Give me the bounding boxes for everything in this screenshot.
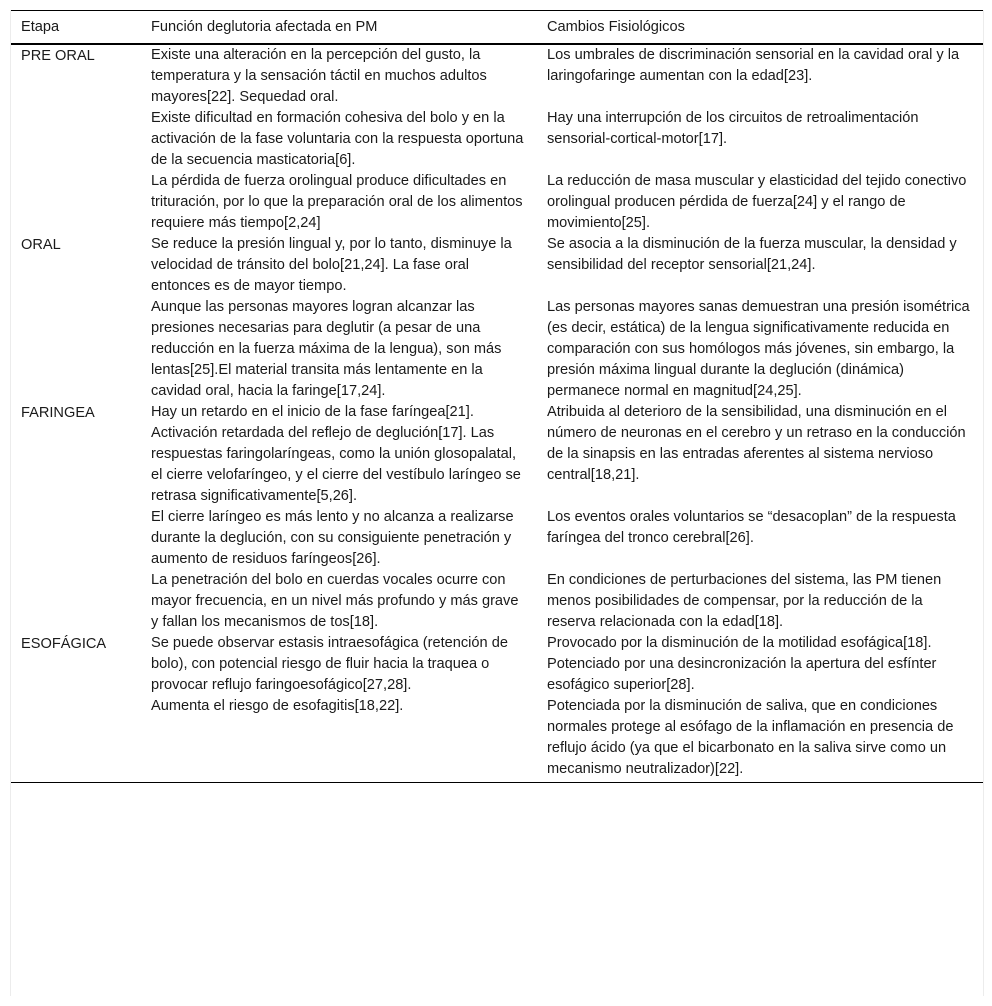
stage-cell — [11, 570, 150, 633]
stage-cell: FARINGEA — [21, 405, 95, 421]
stage-cell: PRE ORAL — [21, 48, 95, 64]
stage-cell: ORAL — [21, 237, 61, 253]
header-stage: Etapa — [11, 11, 150, 45]
function-cell: La pérdida de fuerza orolingual produce dificultades en trituración, por lo que la preparación oral de los alimentos requiere más tiempo[2,24] — [151, 173, 523, 231]
function-cell: Existe dificultad en formación cohesiva del bolo y en la activación de la fase voluntaria con la respuesta oportuna de la secuencia masticatoria[6]. — [151, 110, 524, 168]
table-body — [11, 44, 983, 783]
stage-cell — [11, 507, 150, 570]
stage-cell: ESOFÁGICA — [21, 636, 107, 652]
function-cell: El cierre laríngeo es más lento y no alcanza a realizarse durante la deglución, con su consiguiente penetración y aumento de residuos faríngeos[26]. — [151, 509, 514, 567]
function-cell: Aunque las personas mayores logran alcanzar las presiones necesarias para deglutir (a pesar de una reducción en la fuerza máxima de la lengua), son más lentas[25].El material transita más lentamente en la cavidad oral, hacia la faringe[17,24]. — [151, 299, 502, 399]
table-row — [11, 402, 983, 507]
table-row — [11, 297, 983, 402]
function-cell: Se reduce la presión lingual y, por lo tanto, disminuye la velocidad de tránsito del bolo[21,24]. La fase oral entonces es de mayor tiempo. — [151, 236, 512, 294]
stage-cell — [11, 696, 150, 783]
change-cell: Los eventos orales voluntarios se “desacoplan” de la respuesta faríngea del tronco cerebral[26]. — [547, 509, 956, 546]
table-row — [11, 171, 983, 234]
table-row — [11, 570, 983, 633]
function-cell: La penetración del bolo en cuerdas vocales ocurre con mayor frecuencia, en un nivel más profundo y más grave y fallan los mecanismos de tos[18]. — [151, 572, 519, 630]
change-cell: Provocado por la disminución de la motilidad esofágica[18]. Potenciado por una desincronización la apertura del esfínter esofágico superior[28]. — [547, 635, 937, 693]
change-cell: Potenciada por la disminución de saliva, que en condiciones normales protege al esófago de la inflamación en presencia de reflujo ácido (ya que el bicarbonato en la saliva sirve como un mecanismo neutralizador)[22]. — [536, 696, 983, 783]
change-cell: En condiciones de perturbaciones del sistema, las PM tienen menos posibilidades de compensar, por la reducción de la reserva relacionada con la edad[18]. — [547, 572, 942, 630]
table-header — [11, 11, 983, 45]
change-cell: La reducción de masa muscular y elasticidad del tejido conectivo orolingual producen pérdida de fuerza[24] y el rango de movimiento[25]. — [547, 173, 967, 231]
table-row — [11, 507, 983, 570]
change-cell: Las personas mayores sanas demuestran una presión isométrica (es decir, estática) de la lengua significativamente reducida en comparación con sus homólogos más jóvenes, sin embargo, la presión máxima lingual durante la deglución (dinámica) permanece normal en magnitud[24,25]. — [547, 299, 970, 399]
stage-cell — [11, 108, 150, 171]
function-cell: Aumenta el riesgo de esofagitis[18,22]. — [150, 696, 536, 783]
change-cell: Atribuida al deterioro de la sensibilidad, una disminución en el número de neuronas en el cerebro y un retraso en la conducción de la sinapsis en las entradas aferentes al sistema nervioso central[18,21]. — [547, 404, 966, 483]
swallowing-changes-table — [11, 10, 983, 783]
function-cell: Hay un retardo en el inicio de la fase faríngea[21]. Activación retardada del reflejo de deglución[17]. Las respuestas faringolaríngeas, como la unión glosopalatal, el cierre velofaríngeo, y el cierre del vestíbulo laríngeo se retrasa significativamente[5,26]. — [151, 404, 521, 504]
table-container — [10, 10, 984, 996]
stage-cell — [11, 297, 150, 402]
change-cell: Hay una interrupción de los circuitos de retroalimentación sensorial-cortical-motor[17]. — [547, 110, 919, 147]
header-changes: Cambios Fisiológicos — [536, 11, 983, 45]
header-function: Función deglutoria afectada en PM — [150, 11, 536, 45]
table-row — [11, 633, 983, 696]
header-row — [11, 11, 983, 45]
table-row — [11, 696, 983, 783]
change-cell: Los umbrales de discriminación sensorial en la cavidad oral y la laringofaringe aumentan con la edad[23]. — [547, 47, 960, 84]
function-cell: Se puede observar estasis intraesofágica (retención de bolo), con potencial riesgo de fluir hacia la traquea o provocar reflujo faringoesofágico[27,28]. — [151, 635, 508, 693]
change-cell: Se asocia a la disminución de la fuerza muscular, la densidad y sensibilidad del receptor sensorial[21,24]. — [547, 236, 957, 273]
table-row — [11, 234, 983, 297]
stage-cell — [11, 171, 150, 234]
table-row — [11, 108, 983, 171]
table-row — [11, 44, 983, 108]
function-cell: Existe una alteración en la percepción del gusto, la temperatura y la sensación táctil en muchos adultos mayores[22]. Sequedad oral. — [151, 47, 487, 105]
